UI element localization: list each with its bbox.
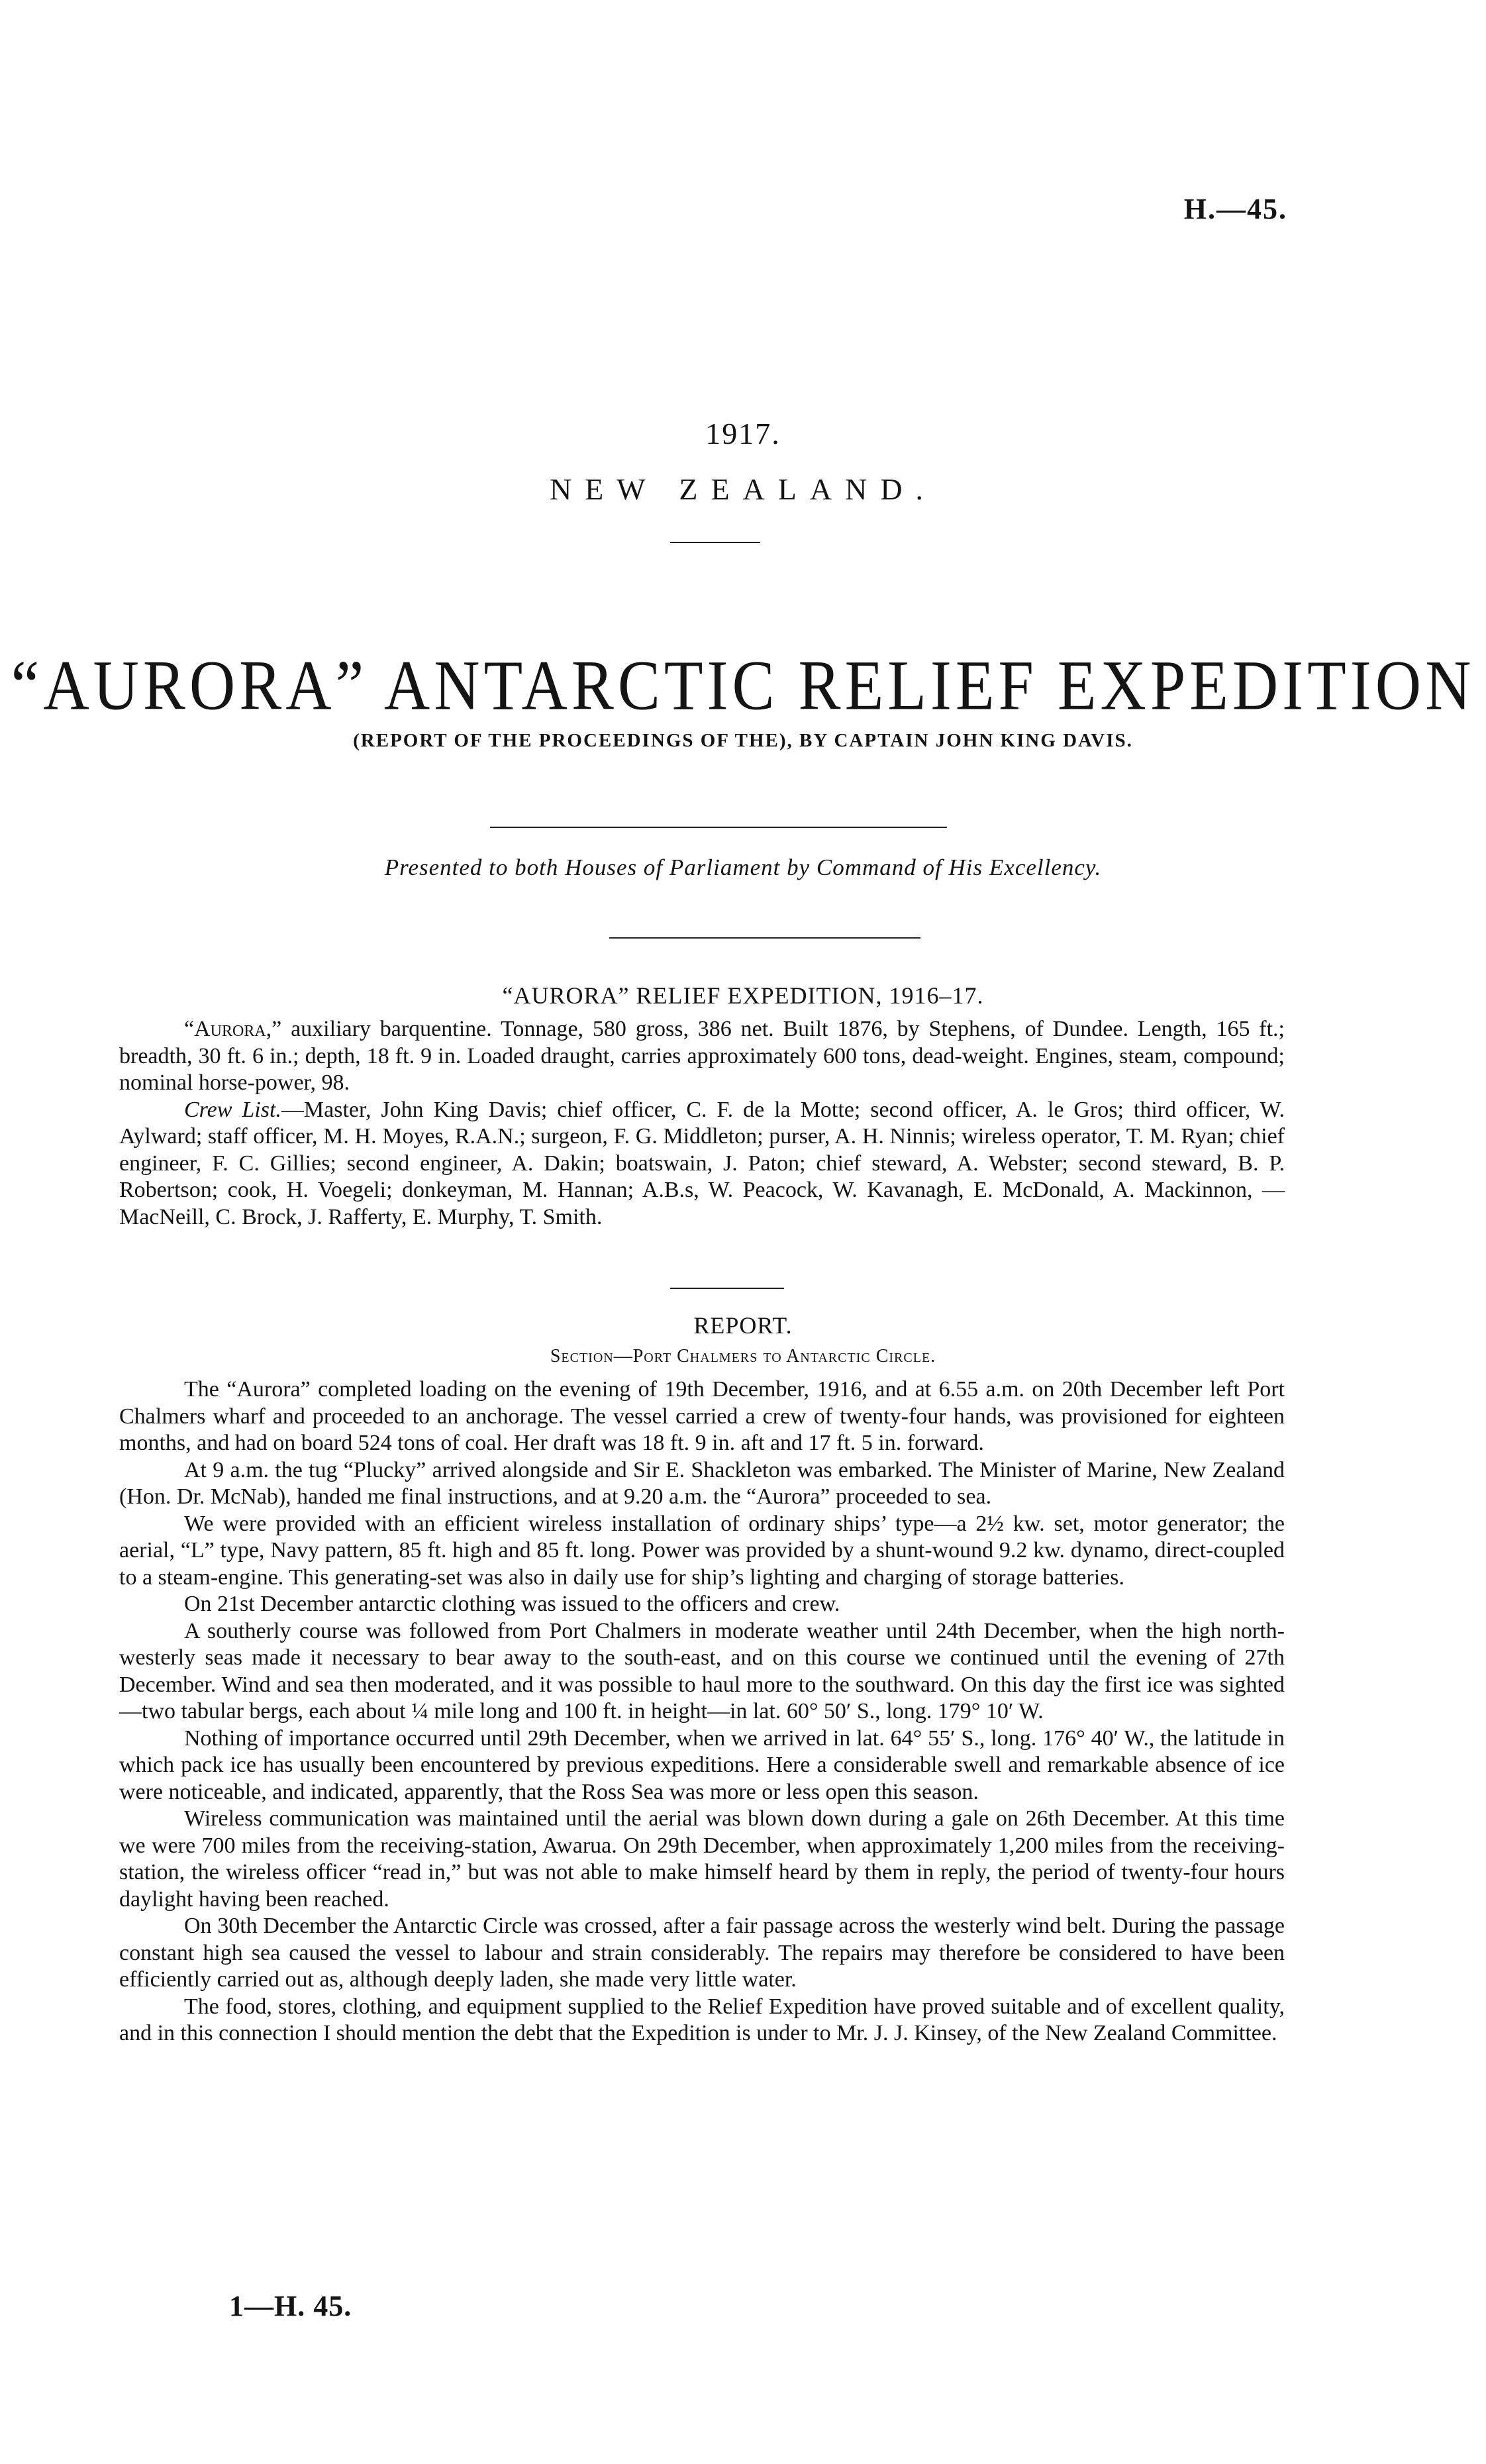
report-paragraph: The food, stores, clothing, and equipment supplied to the Relief Expedition have proved suitable and of excellent quality, and in this connection I should mention the debt that the Expedition is under to Mr. J. J. Kinsey, of the New Zealand Committee. (119, 1994, 1285, 2045)
report-paragraph: Nothing of importance occurred until 29th December, when we arrived in lat. 64° 55′ S., long. 176° 40′ W., the latitude in which pack ice has usually been encountered by previous expeditions. Here a considerable swell and remarkable absence of ice were noticeable, and indicated, apparently, that the Ross Sea was more or less open this season. (119, 1725, 1285, 1804)
rule-short (670, 542, 760, 543)
rule-report (670, 1288, 784, 1289)
report-paragraph: On 21st December antarctic clothing was issued to the officers and crew. (184, 1592, 840, 1616)
expedition-details (119, 1016, 1285, 1231)
main-title: “AURORA” ANTARCTIC RELIEF EXPEDITION (11, 645, 1475, 725)
country: NEW ZEALAND. (549, 472, 937, 506)
ship-name: “Aurora,” (184, 1017, 282, 1041)
report-paragraph: The “Aurora” completed loading on the evening of 19th December, 1916, and at 6.55 a.m. on 20th December left Port Chalmers wharf and proceeded to an anchorage. The vessel carried a crew of twenty-four hands, was provisioned for eighteen months, and had on board 524 tons of coal. Her draft was 18 ft. 9 in. aft and 17 ft. 5 in. forward. (119, 1377, 1285, 1455)
report-paragraph: We were provided with an efficient wireless installation of ordinary ships’ type—a 2½ kw. set, motor generator; the aerial, “L” type, Navy pattern, 85 ft. high and 85 ft. long. Power was provided by a shunt-wound 9.2 kw. dynamo, direct-coupled to a steam-engine. This generating-set was also in daily use for ship’s lighting and charging of storage batteries. (119, 1511, 1285, 1590)
report-paragraph: Wireless communication was maintained until the aerial was blown down during a gale on 26th December. At this time we were 700 miles from the receiving-station, Awarua. On 29th December, when approximately 1,200 miles from the receiving-station, the wireless officer “read in,” but was not able to make himself heard by them in reply, the period of twenty-four hours daylight having been reached. (119, 1806, 1285, 1912)
footer-page-code: 1—H. 45. (229, 2290, 352, 2322)
rule-long (490, 827, 947, 828)
presented-line: Presented to both Houses of Parliament by Command of His Excellency. (384, 854, 1102, 880)
expedition-heading: “AURORA” RELIEF EXPEDITION, 1916–17. (502, 982, 984, 1009)
paper-code: H.—45. (1183, 193, 1287, 225)
section-heading: Section—Port Chalmers to Antarctic Circle. (550, 1346, 936, 1366)
report-paragraph: On 30th December the Antarctic Circle was crossed, after a fair passage across the westerly wind belt. During the passage constant high sea caused the vessel to labour and strain considerably. The repairs may therefore be considered to have been efficiently carried out as, although deeply laden, she made very little water. (119, 1914, 1285, 1992)
crew-paragraph (119, 1097, 1285, 1231)
ship-details: auxiliary barquentine. Tonnage, 580 gross, 386 net. Built 1876, by Stephens, of Dundee. Length, 165 ft.; breadth, 30 ft. 6 in.; depth, 18 ft. 9 in. Loaded draught, carries approximately 600 tons, dead-weight. Engines, steam, compound; nominal horse-power, 98. (119, 1017, 1285, 1095)
crew-text: —Master, John King Davis; chief officer, C. F. de la Motte; second officer, A. le Gros; third officer, W. Aylward; staff officer, M. H. Moyes, R.A.N.; surgeon, F. G. Middleton; purser, A. H. Ninnis; wireless operator, T. M. Ryan; chief engineer, F. C. Gillies; second engineer, A. Dakin; boatswain, J. Paton; chief steward, A. Webster; second steward, B. P. Robertson; cook, H. Voegeli; donkeyman, M. Hannan; A.B.s, W. Peacock, W. Kavanagh, E. McDonald, A. Mackinnon, — MacNeill, C. Brock, J. Rafferty, E. Murphy, T. Smith. (119, 1097, 1285, 1229)
subtitle: (REPORT OF THE PROCEEDINGS OF THE), BY CAPTAIN JOHN KING DAVIS. (353, 730, 1133, 751)
report-body (119, 1376, 1285, 2047)
report-heading: REPORT. (693, 1312, 793, 1339)
crew-label: Crew List. (184, 1097, 281, 1122)
year: 1917. (705, 417, 781, 450)
report-paragraph: At 9 a.m. the tug “Plucky” arrived alongside and Sir E. Shackleton was embarked. The Minister of Marine, New Zealand (Hon. Dr. McNab), handed me final instructions, and at 9.20 a.m. the “Aurora” proceeded to sea. (119, 1457, 1285, 1509)
report-paragraph: A southerly course was followed from Port Chalmers in moderate weather until 24th December, when the high north-westerly seas made it necessary to bear away to the south-east, and on this course we continued until the evening of 27th December. Wind and sea then moderated, and it was possible to haul more to the southward. On this day the first ice was sighted—two tabular bergs, each about ¼ mile long and 100 ft. in height—in lat. 60° 50′ S., long. 179° 10′ W. (119, 1618, 1285, 1723)
rule-medium (609, 937, 920, 939)
ship-paragraph (119, 1016, 1285, 1097)
